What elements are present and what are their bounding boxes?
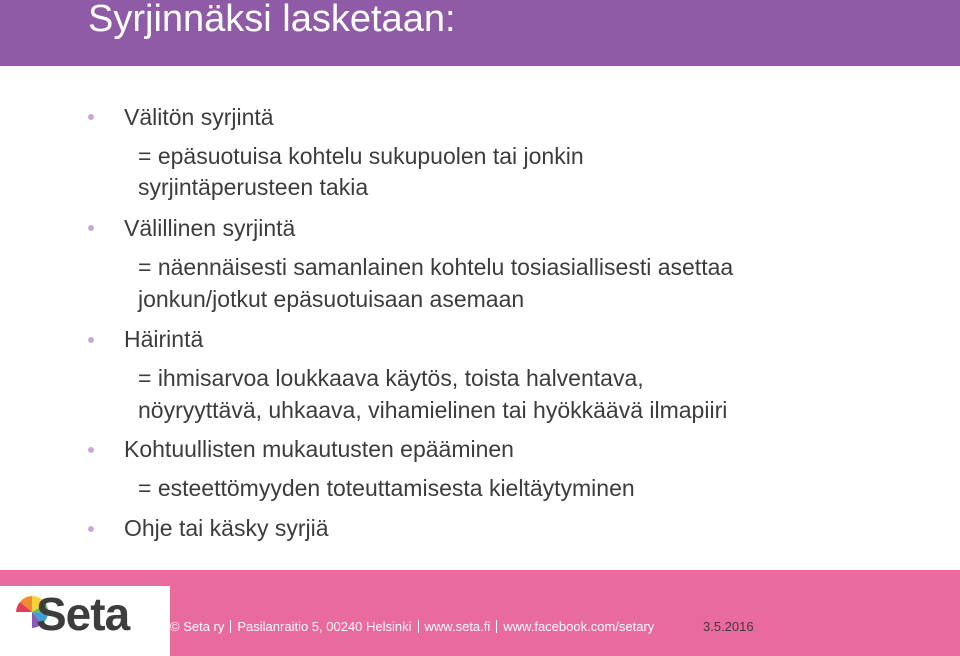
bullet-icon — [88, 337, 94, 343]
list-item-detail: = esteettömyyden toteuttamisesta kieltäytyminen — [138, 475, 635, 501]
list-item-detail: jonkun/jotkut epäsuotuisaan asemaan — [138, 286, 525, 312]
website-link[interactable]: www.seta.fi — [424, 619, 491, 634]
facebook-link[interactable]: www.facebook.com/setary — [503, 619, 655, 634]
list-item: Ohje tai käsky syrjiä — [124, 515, 329, 541]
list-item: Kohtuullisten mukautusten epääminen — [124, 436, 514, 462]
footer-info — [170, 619, 654, 635]
footer-date: 3.5.2016 — [703, 619, 754, 634]
address-text: Pasilanraitio 5, 00240 Helsinki — [237, 619, 412, 634]
list-item-detail: = näennäisesti samanlainen kohtelu tosiasiallisesti asettaa — [138, 254, 734, 280]
divider — [230, 620, 231, 633]
list-item-detail: nöyryyttävä, uhkaava, vihamielinen tai hyökkäävä ilmapiiri — [138, 397, 728, 423]
copyright-text: © Seta ry — [170, 619, 225, 634]
divider — [496, 620, 497, 633]
bullet-icon — [88, 526, 94, 532]
list-item: Välitön syrjintä — [124, 104, 274, 130]
list-item: Häirintä — [124, 326, 204, 352]
list-item: Välillinen syrjintä — [124, 215, 296, 241]
slide-title: Syrjinnäksi lasketaan: — [88, 0, 456, 40]
logo-text: Seta — [36, 588, 130, 640]
list-item-detail: = ihmisarvoa loukkaava käytös, toista halventava, — [138, 365, 644, 391]
list-item-detail: syrjintäperusteen takia — [138, 174, 369, 200]
divider — [418, 620, 419, 633]
list-item-detail: = epäsuotuisa kohtelu sukupuolen tai jonkin — [138, 143, 584, 169]
bullet-icon — [88, 225, 94, 231]
seta-logo — [14, 588, 130, 644]
bullet-icon — [88, 114, 94, 120]
bullet-icon — [88, 447, 94, 453]
